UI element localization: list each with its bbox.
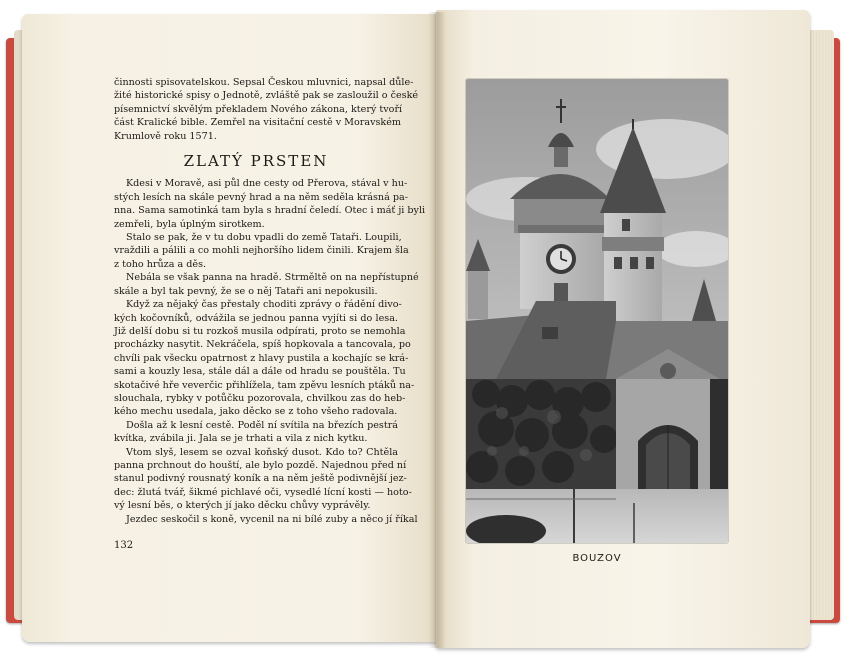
- text-line: dec: žlutá tvář, šikmé pichlavé oči, vysedlé lícní kosti — hoto-: [114, 486, 412, 498]
- text-line: činnosti spisovatelskou. Sepsal Českou mluvnici, napsal důle-: [114, 77, 414, 88]
- text-line: Nebála se však panna na hradě. Strměltě on na nepřístupné: [126, 272, 419, 284]
- text-line: kvítka, zvábila ji. Jala se je trhati a vila z nich kytku.: [114, 433, 368, 445]
- text-line: Krumlově roku 1571.: [114, 130, 217, 142]
- text-line: kého mechu usedala, jako děcko se z toho všeho radovala.: [114, 406, 398, 418]
- text-line: písemnictví skvělým překladem Nového zákona, který tvoří: [114, 103, 403, 115]
- text-line: část Kralické bible. Zemřel na visitační cestě v Moravském: [114, 117, 401, 129]
- text-line: žité historické spisy o Jednotě, zvláště pak se zasloužil o české: [114, 90, 419, 102]
- left-page-text: [114, 76, 426, 526]
- text-line: stých lesích na skále pevný hrad a na něm seděla krásná pa-: [114, 191, 408, 203]
- castle-photo: [466, 79, 728, 543]
- text-line: Jezdec seskočil s koně, vycenil na ni bílé zuby a něco jí říkal: [126, 513, 418, 525]
- text-line: Již delší dobu si tu rozkoš musila odpírati, proto se nemohla: [114, 325, 406, 337]
- text-line: panna prchnout do houští, ale bylo pozdě. Najednou před ní: [114, 459, 407, 471]
- book-gutter: [428, 12, 446, 648]
- text-line: zemřeli, byla úplným sirotkem.: [114, 218, 265, 230]
- text-line: z toho hrůza a děs.: [114, 258, 207, 270]
- text-line: vý lesní běs, o kterých jí jako děcku chůvy vyprávěly.: [114, 500, 371, 512]
- text-line: sami a kouzly lesa, stále dál a dále od hradu se pouštěla. Tu: [114, 366, 406, 378]
- chapter-heading: ZLATÝ PRSTEN: [183, 152, 329, 171]
- photo-caption: BOUZOV: [572, 553, 622, 564]
- text-line: procházky nasytit. Nekráčela, spíš hopkovala a tancovala, po: [114, 339, 411, 351]
- text-line: slouchala, rybky v potůčku pozorovala, chvilkou zas do heb-: [114, 392, 406, 404]
- text-line: kých kočovníků, odvážila se jednou panna vyjíti si do lesa.: [114, 312, 398, 324]
- castle-photo-icon: [466, 79, 728, 543]
- text-line: Došla až k lesní cestě. Poděl ní svítila na březích pestrá: [126, 419, 398, 431]
- text-line: chvíli pak všecku opatrnost z hlavy pustila a kochajíc se krá-: [114, 352, 409, 364]
- text-line: stanul podivný rousnatý koník a na něm ještě podivnější jez-: [114, 473, 407, 485]
- text-line: Kdesi v Moravě, asi půl dne cesty od Přerova, stával v hu-: [126, 178, 408, 190]
- text-line: skále a byl tak pevný, že se o něj Tataři ani nepokusili.: [114, 285, 378, 297]
- text-line: nna. Sama samotinká tam byla s hradní čeledí. Otec i máť ji byli: [114, 205, 426, 217]
- text-line: Vtom slyš, lesem se ozval koňský dusot. Kdo to? Chtěla: [126, 446, 398, 458]
- text-line: Stalo se pak, že v tu dobu vpadli do země Tataři. Loupili,: [126, 232, 402, 244]
- page-number: 132: [114, 540, 134, 551]
- text-line: skotačivé hře veverčic přihlížela, tam zpěvu lesních ptáků na-: [114, 379, 415, 391]
- text-line: vraždili a pálili a co mohli nejhoršího lidem činili. Krajem šla: [114, 245, 409, 257]
- text-line: Když za nějaký čas přestaly choditi zprávy o řádění divo-: [126, 299, 402, 311]
